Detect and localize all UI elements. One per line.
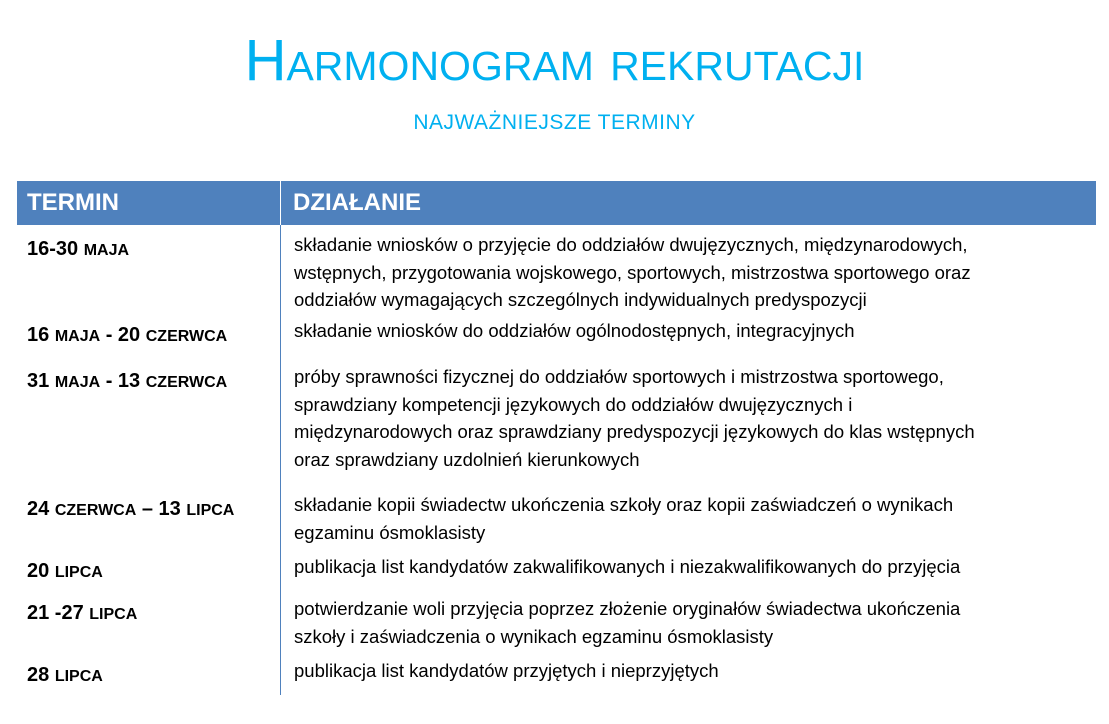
term-month: MAJA xyxy=(54,374,101,391)
term-cell xyxy=(17,547,281,589)
term-date: - 20 xyxy=(100,324,146,346)
term-month: MAJA xyxy=(54,328,101,345)
term-date: 16-30 xyxy=(27,238,84,260)
term-date: 16 xyxy=(27,324,55,346)
action-cell: publikacja list kandydatów przyjętych i nieprzyjętych xyxy=(294,660,719,681)
table-header xyxy=(17,181,1096,225)
term-month: LIPCA xyxy=(54,668,103,685)
term-cell xyxy=(17,589,281,651)
table-row xyxy=(17,651,1096,695)
term-month: LIPCA xyxy=(89,606,138,623)
table-row xyxy=(17,311,1096,357)
action-cell: publikacja list kandydatów zakwalifikowanych i niezakwalifikowanych do przyjęcia xyxy=(294,556,961,577)
table-row xyxy=(17,225,1096,311)
action-cell: potwierdzanie woli przyjęcia poprzez złożenie oryginałów świadectwa ukończenia szkoły i zaświadczenia o wynikach egzaminu ósmoklasisty xyxy=(294,598,961,647)
term-month: CZERWCA xyxy=(145,328,228,345)
table-row xyxy=(17,589,1096,651)
table-body xyxy=(17,225,1096,695)
term-month: MAJA xyxy=(83,242,130,259)
term-month: CZERWCA xyxy=(54,502,137,519)
term-month: LIPCA xyxy=(54,564,103,581)
term-date: 31 xyxy=(27,370,55,392)
header-action: DZIAŁANIE xyxy=(293,189,421,216)
term-date: 21 -27 xyxy=(27,602,90,624)
term-cell xyxy=(17,485,281,547)
term-cell xyxy=(17,311,281,357)
term-month: LIPCA xyxy=(186,502,235,519)
header-term: TERMIN xyxy=(17,181,281,225)
term-cell xyxy=(17,225,281,311)
term-date: 28 xyxy=(27,664,55,686)
term-cell xyxy=(17,357,281,485)
page-subtitle: NAJWAŻNIEJSZE TERMINY xyxy=(413,111,696,134)
action-cell: składanie wniosków do oddziałów ogólnodostępnych, integracyjnych xyxy=(294,320,855,341)
page-title: Harmonogram rekrutacji xyxy=(244,28,865,93)
term-month: CZERWCA xyxy=(145,374,228,391)
table-row xyxy=(17,547,1096,589)
term-cell xyxy=(17,651,281,695)
action-cell: składanie kopii świadectw ukończenia szkoły oraz kopii zaświadczeń o wynikach egzaminu ósmoklasisty xyxy=(294,494,954,543)
table-row xyxy=(17,357,1096,485)
term-date: - 13 xyxy=(100,370,146,392)
action-cell: składanie wniosków o przyjęcie do oddziałów dwujęzycznych, międzynarodowych, wstępnych, przygotowania wojskowego, sportowych, mistrzostwa sportowego oraz oddziałów wymagających szczególnych indywidualnych predyspozycji xyxy=(294,234,971,310)
term-date: – 13 xyxy=(136,498,187,520)
table-row xyxy=(17,485,1096,547)
action-cell: próby sprawności fizycznej do oddziałów sportowych i mistrzostwa sportowego, sprawdziany kompetencji językowych do oddziałów dwujęzycznych i międzynarodowych oraz sprawdziany predyspozycji językowych do klas wstępnych oraz sprawdziany uzdolnień kierunkowych xyxy=(294,366,975,470)
schedule-table xyxy=(17,181,1096,695)
term-date: 24 xyxy=(27,498,55,520)
term-date: 20 xyxy=(27,560,55,582)
